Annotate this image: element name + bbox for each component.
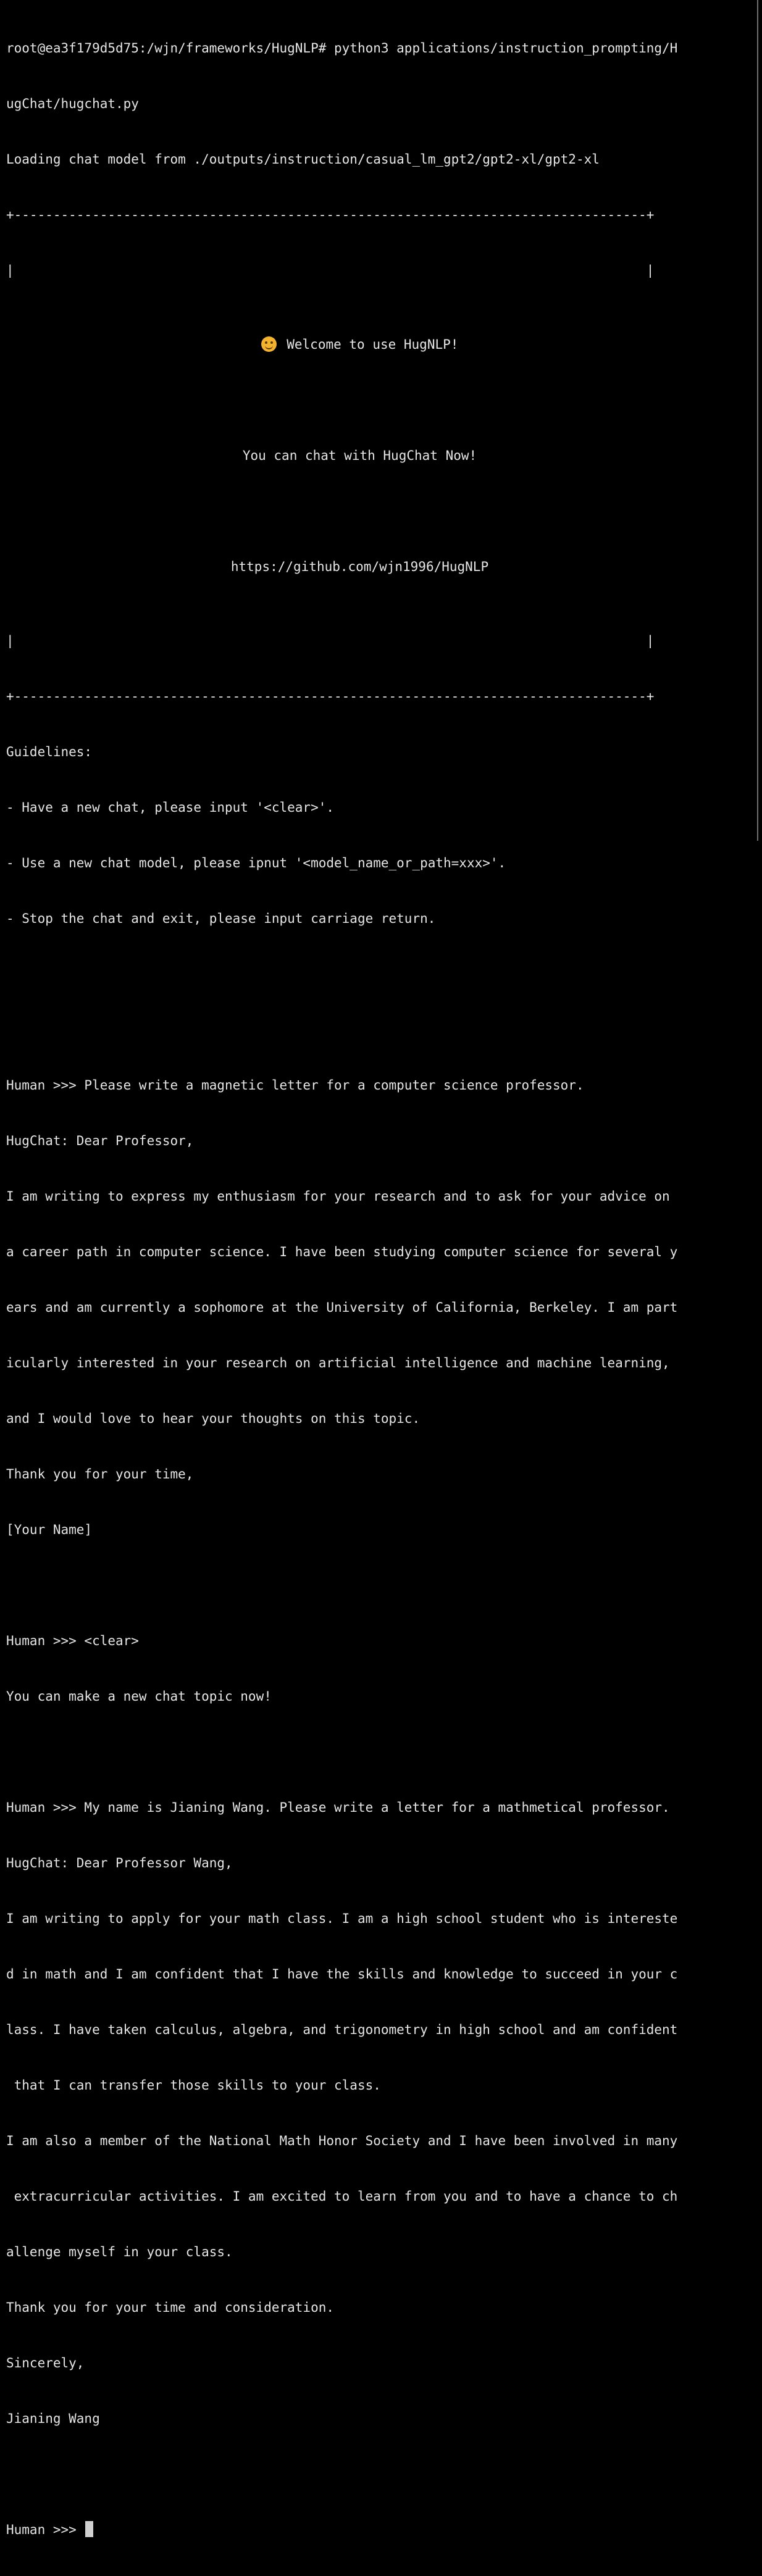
hugchat-response: Thank you for your time and consideration. xyxy=(6,2300,335,2315)
blank-line xyxy=(6,391,713,409)
hugchat-response: I am writing to apply for your math class. I am a high school student who is intereste xyxy=(6,1911,678,1926)
human-message: Human >>> My name is Jianing Wang. Please write a letter for a mathmetical professor. xyxy=(6,1800,670,1815)
banner-chat-now: You can chat with HugChat Now! xyxy=(242,448,477,463)
banner-welcome-text: Welcome to use HugNLP! xyxy=(287,337,459,352)
hugging-face-emoji-icon xyxy=(261,336,277,352)
hugchat-response: HugChat: Dear Professor, xyxy=(6,1133,194,1148)
text-cursor[interactable] xyxy=(85,2521,93,2537)
blank-line xyxy=(6,965,713,983)
prompt-label: Human >>> xyxy=(6,2522,85,2537)
hugchat-response: extracurricular activities. I am excited to learn from you and to have a chance to ch xyxy=(6,2189,678,2204)
system-message: You can make a new chat topic now! xyxy=(6,1689,272,1704)
blank-line xyxy=(6,1020,713,1039)
terminal-line: root@ea3f179d5d75:/wjn/frameworks/HugNLP# python3 applications/instruction_prompting/H xyxy=(6,41,678,56)
terminal-line: ugChat/hugchat.py xyxy=(6,96,139,111)
window-scrollbar-edge[interactable] xyxy=(757,0,762,841)
hugchat-response: I am writing to express my enthusiasm for your research and to ask for your advice on xyxy=(6,1189,670,1204)
hugchat-response: icularly interested in your research on artificial intelligence and machine learning, xyxy=(6,1356,670,1370)
guideline-item: - Stop the chat and exit, please input carriage return. xyxy=(6,911,436,926)
hugchat-response: ears and am currently a sophomore at the University of California, Berkeley. I am part xyxy=(6,1300,678,1315)
banner-welcome xyxy=(6,335,713,354)
hugchat-response: a career path in computer science. I have been studying computer science for several y xyxy=(6,1244,678,1259)
hugchat-response: d in math and I am confident that I have the skills and knowledge to succeed in your c xyxy=(6,1967,678,1982)
blank-line xyxy=(6,2465,713,2483)
human-message: Human >>> Please write a magnetic letter for a computer science professor. xyxy=(6,1078,584,1093)
banner-top-border: +---------------------------------------------------------------------------------+ xyxy=(6,207,655,222)
hugchat-response: I am also a member of the National Math Honor Society and I have been involved in many xyxy=(6,2133,678,2148)
terminal-line: Loading chat model from ./outputs/instruction/casual_lm_gpt2/gpt2-xl/gpt2-xl xyxy=(6,152,600,167)
hugchat-response: lass. I have taken calculus, algebra, and trigonometry in high school and am confident xyxy=(6,2022,678,2037)
hugchat-response: Jianing Wang xyxy=(6,2411,100,2426)
guidelines-heading: Guidelines: xyxy=(6,744,93,759)
hugchat-response: HugChat: Dear Professor Wang, xyxy=(6,1856,233,1870)
hugchat-response: Thank you for your time, xyxy=(6,1467,194,1482)
hugchat-response: allenge myself in your class. xyxy=(6,2245,233,2259)
human-message: Human >>> <clear> xyxy=(6,1633,139,1648)
blank-line xyxy=(6,1743,713,1761)
banner-side-border: | | xyxy=(6,263,655,278)
banner-url-link[interactable]: https://github.com/wjn1996/HugNLP xyxy=(230,559,489,574)
hugchat-response: that I can transfer those skills to your class. xyxy=(6,2078,381,2093)
blank-line xyxy=(6,1576,713,1594)
blank-line xyxy=(6,502,713,520)
guideline-item: - Use a new chat model, please ipnut '<model_name_or_path=xxx>'. xyxy=(6,856,506,870)
hugchat-response: Sincerely, xyxy=(6,2356,85,2370)
hugchat-response: and I would love to hear your thoughts on this topic. xyxy=(6,1411,421,1426)
banner-bottom-border: +---------------------------------------------------------------------------------+ xyxy=(6,689,655,704)
input-prompt-line[interactable] xyxy=(6,2520,713,2539)
banner-side-border: | | xyxy=(6,633,655,648)
guideline-item: - Have a new chat, please input '<clear>'. xyxy=(6,800,335,815)
terminal-output xyxy=(6,2,713,2576)
hugchat-response: [Your Name] xyxy=(6,1522,93,1537)
